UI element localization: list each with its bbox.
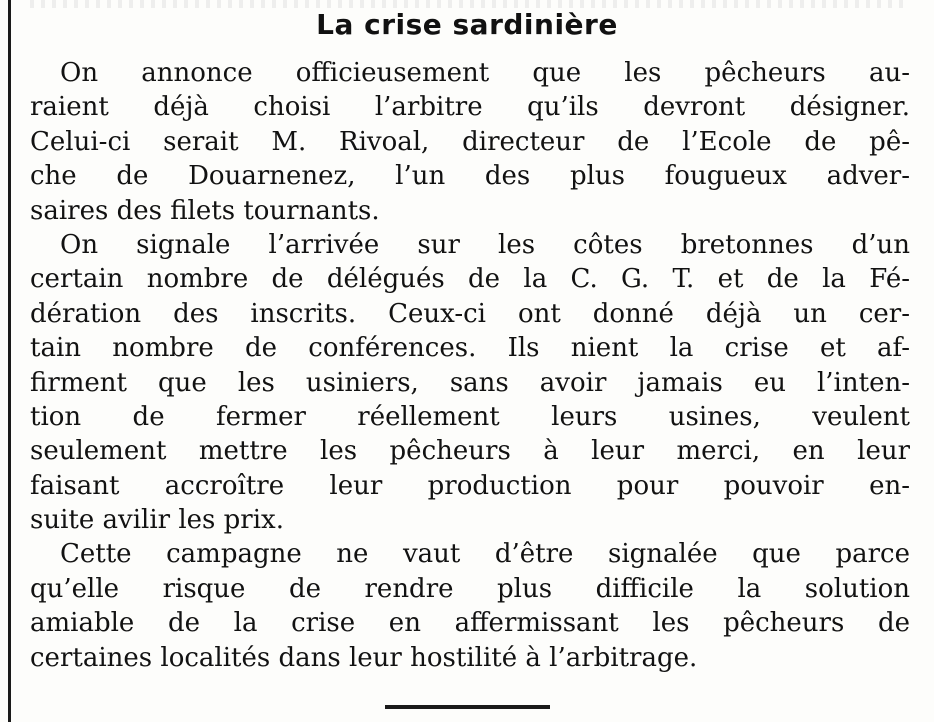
article-end-rule <box>385 705 550 709</box>
column-rule <box>8 0 11 722</box>
paragraph-2-line-9: suite avilir les prix. <box>30 505 284 536</box>
paragraph-1-line-2: raient déjà choisi l’arbitre qu’ils devront désigner. <box>30 92 910 123</box>
paragraph-1-line-5: saires des filets tournants. <box>30 195 380 226</box>
paragraph-1-line-4: che de Douarnenez, l’un des plus fougueux adver- <box>30 161 910 192</box>
article-title: La crise sardinière <box>316 8 618 41</box>
paragraph-2-line-7: seulement mettre les pêcheurs à leur merci, en leur <box>30 436 910 467</box>
paragraph-3-line-4: certaines localités dans leur hostilité à l’arbitrage. <box>30 642 698 673</box>
paragraph-3-line-2: qu’elle risque de rendre plus difficile la solution <box>30 573 910 604</box>
paragraph-1-line-3: Celui-ci serait M. Rivoal, directeur de l’Ecole de pê- <box>30 126 910 157</box>
paragraph-2-line-2: certain nombre de délégués de la C. G. T. et de la Fé- <box>30 264 910 295</box>
paragraph-2-line-8: faisant accroître leur production pour pouvoir en- <box>30 470 910 501</box>
paragraph-2-line-6: tion de fermer réellement leurs usines, veulent <box>30 401 910 432</box>
paragraph-3-line-1: Cette campagne ne vaut d’être signalée que parce <box>60 539 910 570</box>
paragraph-1-line-1: On annonce officieusement que les pêcheurs au- <box>60 58 910 88</box>
paragraph-2-line-1: On signale l’arrivée sur les côtes bretonnes d’un <box>60 229 910 260</box>
paragraph-2-line-3: dération des inscrits. Ceux-ci ont donné déjà un cer- <box>30 298 910 329</box>
paragraph-2-line-5: firment que les usiniers, sans avoir jamais eu l’inten- <box>30 367 910 398</box>
article-body <box>30 56 910 675</box>
paragraph-2-line-4: tain nombre de conférences. Ils nient la crise et af- <box>30 333 910 364</box>
paragraph-3-line-3: amiable de la crise en affermissant les pêcheurs de <box>30 608 910 639</box>
